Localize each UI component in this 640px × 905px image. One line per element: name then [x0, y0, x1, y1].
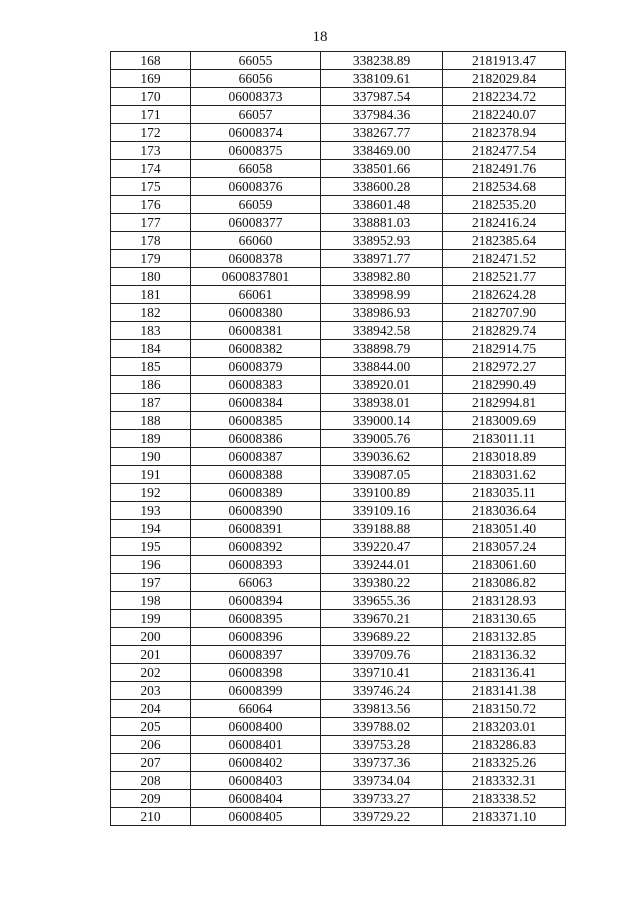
row-index-cell: 175	[111, 178, 191, 196]
table-row	[111, 394, 566, 412]
y-coordinate-cell: 2183031.62	[443, 466, 566, 484]
point-id-cell: 06008393	[191, 556, 321, 574]
y-coordinate-cell: 2183286.83	[443, 736, 566, 754]
y-coordinate-cell: 2183051.40	[443, 520, 566, 538]
point-id-cell: 06008384	[191, 394, 321, 412]
point-id-cell: 06008395	[191, 610, 321, 628]
point-id-cell: 06008400	[191, 718, 321, 736]
x-coordinate-cell: 339109.16	[321, 502, 443, 520]
y-coordinate-cell: 2182385.64	[443, 232, 566, 250]
row-index-cell: 191	[111, 466, 191, 484]
point-id-cell: 06008389	[191, 484, 321, 502]
point-id-cell: 06008398	[191, 664, 321, 682]
x-coordinate-cell: 338952.93	[321, 232, 443, 250]
row-index-cell: 210	[111, 808, 191, 826]
row-index-cell: 206	[111, 736, 191, 754]
table-row	[111, 286, 566, 304]
coordinates-table-body	[111, 52, 566, 826]
point-id-cell: 66061	[191, 286, 321, 304]
x-coordinate-cell: 338501.66	[321, 160, 443, 178]
table-row	[111, 304, 566, 322]
table-row	[111, 124, 566, 142]
point-id-cell: 06008379	[191, 358, 321, 376]
y-coordinate-cell: 2183325.26	[443, 754, 566, 772]
x-coordinate-cell: 338998.99	[321, 286, 443, 304]
row-index-cell: 195	[111, 538, 191, 556]
x-coordinate-cell: 339100.89	[321, 484, 443, 502]
y-coordinate-cell: 2182535.20	[443, 196, 566, 214]
point-id-cell: 66064	[191, 700, 321, 718]
table-row	[111, 520, 566, 538]
y-coordinate-cell: 2182477.54	[443, 142, 566, 160]
table-row	[111, 538, 566, 556]
x-coordinate-cell: 339689.22	[321, 628, 443, 646]
table-row	[111, 502, 566, 520]
x-coordinate-cell: 339655.36	[321, 592, 443, 610]
point-id-cell: 0600837801	[191, 268, 321, 286]
row-index-cell: 178	[111, 232, 191, 250]
row-index-cell: 168	[111, 52, 191, 70]
row-index-cell: 180	[111, 268, 191, 286]
y-coordinate-cell: 2182471.52	[443, 250, 566, 268]
y-coordinate-cell: 2182240.07	[443, 106, 566, 124]
point-id-cell: 06008381	[191, 322, 321, 340]
x-coordinate-cell: 339729.22	[321, 808, 443, 826]
point-id-cell: 06008376	[191, 178, 321, 196]
point-id-cell: 06008386	[191, 430, 321, 448]
y-coordinate-cell: 2183203.01	[443, 718, 566, 736]
x-coordinate-cell: 337984.36	[321, 106, 443, 124]
y-coordinate-cell: 2183136.32	[443, 646, 566, 664]
row-index-cell: 199	[111, 610, 191, 628]
x-coordinate-cell: 339710.41	[321, 664, 443, 682]
x-coordinate-cell: 339005.76	[321, 430, 443, 448]
point-id-cell: 06008383	[191, 376, 321, 394]
table-row	[111, 718, 566, 736]
table-row	[111, 70, 566, 88]
x-coordinate-cell: 339380.22	[321, 574, 443, 592]
table-row	[111, 610, 566, 628]
table-row	[111, 772, 566, 790]
y-coordinate-cell: 2181913.47	[443, 52, 566, 70]
table-row	[111, 448, 566, 466]
point-id-cell: 06008405	[191, 808, 321, 826]
point-id-cell: 06008385	[191, 412, 321, 430]
row-index-cell: 198	[111, 592, 191, 610]
row-index-cell: 187	[111, 394, 191, 412]
table-row	[111, 556, 566, 574]
x-coordinate-cell: 339734.04	[321, 772, 443, 790]
y-coordinate-cell: 2182416.24	[443, 214, 566, 232]
x-coordinate-cell: 338881.03	[321, 214, 443, 232]
table-row	[111, 268, 566, 286]
y-coordinate-cell: 2182234.72	[443, 88, 566, 106]
x-coordinate-cell: 339036.62	[321, 448, 443, 466]
row-index-cell: 203	[111, 682, 191, 700]
x-coordinate-cell: 339220.47	[321, 538, 443, 556]
point-id-cell: 06008390	[191, 502, 321, 520]
x-coordinate-cell: 338267.77	[321, 124, 443, 142]
row-index-cell: 208	[111, 772, 191, 790]
y-coordinate-cell: 2183035.11	[443, 484, 566, 502]
y-coordinate-cell: 2183086.82	[443, 574, 566, 592]
y-coordinate-cell: 2182829.74	[443, 322, 566, 340]
y-coordinate-cell: 2183141.38	[443, 682, 566, 700]
y-coordinate-cell: 2183036.64	[443, 502, 566, 520]
point-id-cell: 06008404	[191, 790, 321, 808]
point-id-cell: 06008377	[191, 214, 321, 232]
y-coordinate-cell: 2183009.69	[443, 412, 566, 430]
x-coordinate-cell: 339670.21	[321, 610, 443, 628]
row-index-cell: 179	[111, 250, 191, 268]
y-coordinate-cell: 2183338.52	[443, 790, 566, 808]
table-row	[111, 250, 566, 268]
point-id-cell: 06008387	[191, 448, 321, 466]
table-row	[111, 322, 566, 340]
y-coordinate-cell: 2183061.60	[443, 556, 566, 574]
x-coordinate-cell: 339753.28	[321, 736, 443, 754]
row-index-cell: 183	[111, 322, 191, 340]
row-index-cell: 193	[111, 502, 191, 520]
row-index-cell: 190	[111, 448, 191, 466]
x-coordinate-cell: 338982.80	[321, 268, 443, 286]
row-index-cell: 181	[111, 286, 191, 304]
y-coordinate-cell: 2182491.76	[443, 160, 566, 178]
x-coordinate-cell: 338898.79	[321, 340, 443, 358]
row-index-cell: 172	[111, 124, 191, 142]
row-index-cell: 207	[111, 754, 191, 772]
table-row	[111, 664, 566, 682]
row-index-cell: 169	[111, 70, 191, 88]
page-number: 18	[312, 29, 328, 45]
y-coordinate-cell: 2182624.28	[443, 286, 566, 304]
x-coordinate-cell: 338986.93	[321, 304, 443, 322]
x-coordinate-cell: 339788.02	[321, 718, 443, 736]
x-coordinate-cell: 339709.76	[321, 646, 443, 664]
point-id-cell: 06008394	[191, 592, 321, 610]
row-index-cell: 171	[111, 106, 191, 124]
row-index-cell: 201	[111, 646, 191, 664]
coordinates-table	[110, 51, 566, 826]
table-row	[111, 700, 566, 718]
point-id-cell: 06008403	[191, 772, 321, 790]
y-coordinate-cell: 2182990.49	[443, 376, 566, 394]
row-index-cell: 184	[111, 340, 191, 358]
y-coordinate-cell: 2182994.81	[443, 394, 566, 412]
row-index-cell: 205	[111, 718, 191, 736]
table-row	[111, 682, 566, 700]
y-coordinate-cell: 2183018.89	[443, 448, 566, 466]
table-row	[111, 466, 566, 484]
row-index-cell: 209	[111, 790, 191, 808]
table-row	[111, 574, 566, 592]
point-id-cell: 66056	[191, 70, 321, 88]
x-coordinate-cell: 338844.00	[321, 358, 443, 376]
table-row	[111, 628, 566, 646]
row-index-cell: 176	[111, 196, 191, 214]
row-index-cell: 177	[111, 214, 191, 232]
y-coordinate-cell: 2182029.84	[443, 70, 566, 88]
y-coordinate-cell: 2182914.75	[443, 340, 566, 358]
row-index-cell: 182	[111, 304, 191, 322]
table-row	[111, 142, 566, 160]
row-index-cell: 204	[111, 700, 191, 718]
y-coordinate-cell: 2183136.41	[443, 664, 566, 682]
x-coordinate-cell: 338942.58	[321, 322, 443, 340]
x-coordinate-cell: 337987.54	[321, 88, 443, 106]
table-row	[111, 196, 566, 214]
point-id-cell: 06008373	[191, 88, 321, 106]
y-coordinate-cell: 2182378.94	[443, 124, 566, 142]
table-row	[111, 430, 566, 448]
row-index-cell: 185	[111, 358, 191, 376]
table-row	[111, 484, 566, 502]
table-row	[111, 52, 566, 70]
point-id-cell: 06008388	[191, 466, 321, 484]
x-coordinate-cell: 339737.36	[321, 754, 443, 772]
point-id-cell: 06008374	[191, 124, 321, 142]
x-coordinate-cell: 338920.01	[321, 376, 443, 394]
point-id-cell: 06008399	[191, 682, 321, 700]
table-row	[111, 646, 566, 664]
y-coordinate-cell: 2183150.72	[443, 700, 566, 718]
y-coordinate-cell: 2182534.68	[443, 178, 566, 196]
table-row	[111, 232, 566, 250]
table-row	[111, 214, 566, 232]
table-row	[111, 790, 566, 808]
row-index-cell: 197	[111, 574, 191, 592]
x-coordinate-cell: 339733.27	[321, 790, 443, 808]
row-index-cell: 194	[111, 520, 191, 538]
y-coordinate-cell: 2183132.85	[443, 628, 566, 646]
x-coordinate-cell: 338938.01	[321, 394, 443, 412]
x-coordinate-cell: 339813.56	[321, 700, 443, 718]
point-id-cell: 06008397	[191, 646, 321, 664]
row-index-cell: 200	[111, 628, 191, 646]
point-id-cell: 06008380	[191, 304, 321, 322]
point-id-cell: 66060	[191, 232, 321, 250]
x-coordinate-cell: 339087.05	[321, 466, 443, 484]
row-index-cell: 192	[111, 484, 191, 502]
row-index-cell: 202	[111, 664, 191, 682]
row-index-cell: 188	[111, 412, 191, 430]
table-row	[111, 106, 566, 124]
point-id-cell: 66063	[191, 574, 321, 592]
row-index-cell: 189	[111, 430, 191, 448]
table-row	[111, 736, 566, 754]
x-coordinate-cell: 339000.14	[321, 412, 443, 430]
y-coordinate-cell: 2182521.77	[443, 268, 566, 286]
y-coordinate-cell: 2183128.93	[443, 592, 566, 610]
y-coordinate-cell: 2182972.27	[443, 358, 566, 376]
table-row	[111, 592, 566, 610]
table-row	[111, 160, 566, 178]
point-id-cell: 66059	[191, 196, 321, 214]
y-coordinate-cell: 2183011.11	[443, 430, 566, 448]
point-id-cell: 06008375	[191, 142, 321, 160]
y-coordinate-cell: 2183057.24	[443, 538, 566, 556]
x-coordinate-cell: 338601.48	[321, 196, 443, 214]
table-row	[111, 754, 566, 772]
point-id-cell: 06008391	[191, 520, 321, 538]
table-row	[111, 808, 566, 826]
y-coordinate-cell: 2183371.10	[443, 808, 566, 826]
table-row	[111, 358, 566, 376]
row-index-cell: 186	[111, 376, 191, 394]
x-coordinate-cell: 338469.00	[321, 142, 443, 160]
point-id-cell: 06008382	[191, 340, 321, 358]
point-id-cell: 06008401	[191, 736, 321, 754]
row-index-cell: 196	[111, 556, 191, 574]
table-row	[111, 412, 566, 430]
point-id-cell: 06008378	[191, 250, 321, 268]
table-row	[111, 178, 566, 196]
x-coordinate-cell: 338600.28	[321, 178, 443, 196]
row-index-cell: 174	[111, 160, 191, 178]
y-coordinate-cell: 2183130.65	[443, 610, 566, 628]
x-coordinate-cell: 338971.77	[321, 250, 443, 268]
table-row	[111, 340, 566, 358]
x-coordinate-cell: 338238.89	[321, 52, 443, 70]
point-id-cell: 66057	[191, 106, 321, 124]
x-coordinate-cell: 339746.24	[321, 682, 443, 700]
y-coordinate-cell: 2182707.90	[443, 304, 566, 322]
table-row	[111, 376, 566, 394]
point-id-cell: 66055	[191, 52, 321, 70]
table-row	[111, 88, 566, 106]
point-id-cell: 06008396	[191, 628, 321, 646]
row-index-cell: 173	[111, 142, 191, 160]
point-id-cell: 06008402	[191, 754, 321, 772]
row-index-cell: 170	[111, 88, 191, 106]
x-coordinate-cell: 338109.61	[321, 70, 443, 88]
point-id-cell: 66058	[191, 160, 321, 178]
point-id-cell: 06008392	[191, 538, 321, 556]
x-coordinate-cell: 339188.88	[321, 520, 443, 538]
y-coordinate-cell: 2183332.31	[443, 772, 566, 790]
x-coordinate-cell: 339244.01	[321, 556, 443, 574]
